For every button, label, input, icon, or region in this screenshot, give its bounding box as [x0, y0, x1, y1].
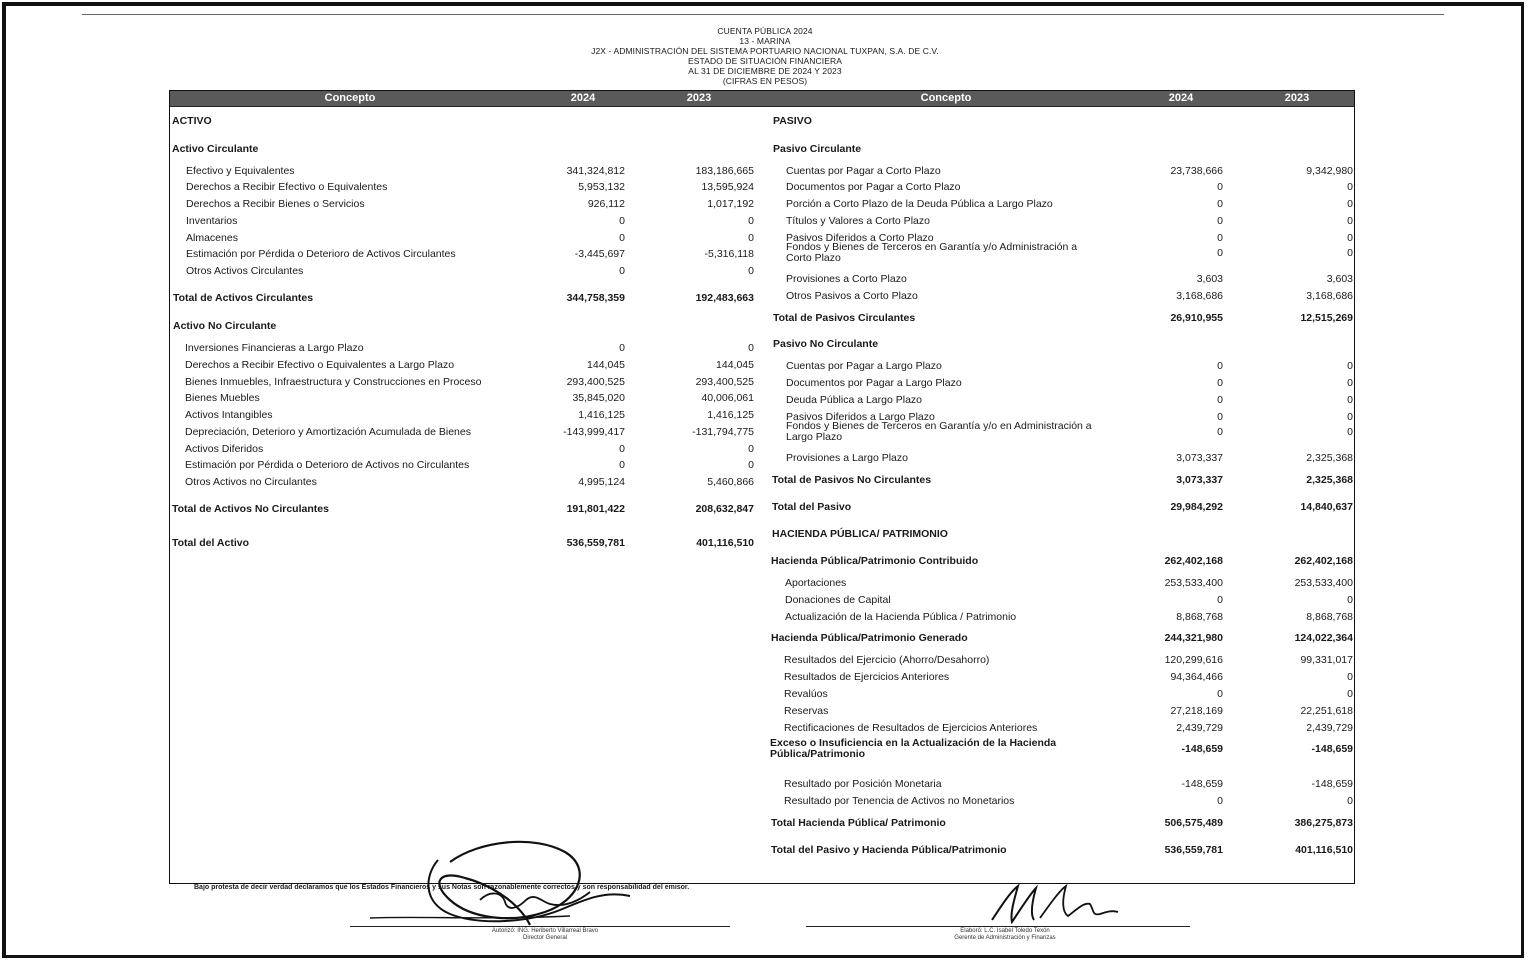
value-2024: 0	[619, 232, 625, 244]
row-label: Efectivo y Equivalentes	[186, 165, 295, 177]
value-2024: 23,738,666	[1170, 165, 1223, 177]
value-2024: 0	[1217, 232, 1223, 244]
col-header-2024-right: 2024	[1168, 92, 1194, 104]
row-label: Actualización de la Hacienda Pública / Patrimonio	[785, 611, 1017, 623]
signer-left-name: Autorizó: ING. Heriberto Villarreal Bravo	[491, 928, 599, 934]
signer-right	[880, 928, 1130, 942]
value-2024: 293,400,525	[566, 376, 625, 388]
value-2024: 0	[1217, 411, 1223, 423]
value-2024: 926,112	[587, 198, 625, 210]
value-2023: -148,659	[1311, 743, 1353, 755]
header-line-3: J2X - ADMINISTRACIÓN DEL SISTEMA PORTUARIO NACIONAL TUXPAN, S.A. DE C.V.	[591, 46, 939, 56]
header-line-5: AL 31 DE DICIEMBRE DE 2024 Y 2023	[688, 66, 842, 76]
row-label: Fondos y Bienes de Terceros en Garantía y/o Administración a Corto Plazo	[786, 241, 1078, 264]
value-2023: 0	[1347, 594, 1353, 606]
value-2023: 2,439,729	[1306, 722, 1353, 734]
value-2024: 191,801,422	[566, 503, 625, 515]
value-2024: 253,533,400	[1164, 577, 1223, 589]
row-label: Pasivo Circulante	[773, 143, 862, 155]
signature-line-right	[806, 926, 1190, 927]
value-2024: 341,324,812	[566, 165, 625, 177]
value-2023: 5,460,866	[707, 476, 754, 488]
row-label: Total del Pasivo y Hacienda Pública/Patrimonio	[771, 844, 1007, 856]
value-2023: 0	[748, 342, 754, 354]
row-label: Hacienda Pública/Patrimonio Contribuido	[771, 555, 979, 567]
value-2023: 0	[748, 215, 754, 227]
row-label: HACIENDA PÚBLICA/ PATRIMONIO	[772, 528, 948, 540]
row-label: Pasivo No Circulante	[773, 338, 879, 350]
row-label: Otros Pasivos a Corto Plazo	[786, 290, 918, 302]
row-label: Bienes Muebles	[185, 392, 260, 404]
signer-left	[420, 928, 670, 942]
value-2024: 0	[1217, 688, 1223, 700]
row-label: Bienes Inmuebles, Infraestructura y Construcciones en Proceso	[185, 376, 482, 388]
value-2023: 293,400,525	[695, 376, 754, 388]
row-label: Inventarios	[186, 215, 238, 227]
value-2024: 506,575,489	[1164, 817, 1223, 829]
signer-left-role: Director General	[522, 935, 567, 941]
value-2024: 0	[1217, 198, 1223, 210]
row-label: Resultados del Ejercicio (Ahorro/Desahorro)	[784, 654, 990, 666]
value-2023: 1,017,192	[707, 198, 754, 210]
value-2023: 0	[1347, 671, 1353, 683]
value-2023: -5,316,118	[704, 248, 754, 260]
value-2023: 12,515,269	[1300, 312, 1353, 324]
value-2023: 1,416,125	[707, 409, 754, 421]
row-label: Reservas	[784, 705, 829, 717]
row-label: Otros Activos Circulantes	[186, 265, 304, 277]
row-label: Activo No Circulante	[173, 320, 277, 332]
value-2023: 401,116,510	[696, 537, 754, 549]
header-line-1: CUENTA PÚBLICA 2024	[717, 26, 813, 36]
value-2024: 244,321,980	[1164, 632, 1223, 644]
value-2023: 3,168,686	[1306, 290, 1353, 302]
value-2023: 183,186,665	[695, 165, 754, 177]
value-2024: 27,218,169	[1170, 705, 1223, 717]
row-label: Pasivos Diferidos a Corto Plazo	[786, 232, 934, 244]
value-2023: 14,840,637	[1300, 501, 1353, 513]
row-label: Derechos a Recibir Efectivo o Equivalentes	[186, 181, 388, 193]
header-line-2: 13 - MARINA	[739, 36, 791, 46]
row-label: Estimación por Pérdida o Deterioro de Activos no Circulantes	[185, 459, 470, 471]
row-label: Total de Activos No Circulantes	[172, 503, 329, 515]
col-header-concepto-right: Concepto	[920, 92, 972, 104]
value-2023: 40,006,061	[701, 392, 754, 404]
header-line-6: (CIFRAS EN PESOS)	[722, 76, 808, 86]
row-label: Activos Intangibles	[185, 409, 273, 421]
value-2023: 144,045	[716, 359, 754, 371]
value-2024: 0	[619, 342, 625, 354]
col-header-concepto-left: Concepto	[324, 92, 376, 104]
value-2024: 0	[1217, 795, 1223, 807]
value-2023: 0	[1347, 198, 1353, 210]
value-2024: 4,995,124	[578, 476, 625, 488]
value-2023: 2,325,368	[1306, 474, 1353, 486]
value-2023: 2,325,368	[1306, 452, 1353, 464]
signature-line-left	[350, 926, 730, 927]
value-2023: 0	[1347, 411, 1353, 423]
col-header-2023-right: 2023	[1284, 92, 1310, 104]
value-2024: -3,445,697	[574, 248, 625, 260]
row-label: Aportaciones	[785, 577, 847, 589]
row-label: Provisiones a Largo Plazo	[786, 452, 908, 464]
row-label: Derechos a Recibir Bienes o Servicios	[186, 198, 365, 210]
value-2024: 536,559,781	[566, 537, 625, 549]
row-label: Depreciación, Deterioro y Amortización Acumulada de Bienes	[185, 426, 471, 438]
value-2023: 386,275,873	[1294, 817, 1353, 829]
row-label: Estimación por Pérdida o Deterioro de Activos Circulantes	[186, 248, 456, 260]
value-2023: 401,116,510	[1295, 844, 1353, 856]
row-label: Documentos por Pagar a Largo Plazo	[786, 377, 962, 389]
value-2023: 8,868,768	[1306, 611, 1353, 623]
row-label: Provisiones a Corto Plazo	[786, 273, 907, 285]
value-2023: 208,632,847	[695, 503, 754, 515]
value-2024: 0	[1217, 181, 1223, 193]
signer-right-role: Gerente de Administración y Finanzas	[954, 935, 1056, 941]
row-label: Total del Activo	[172, 537, 250, 549]
value-2024: -143,999,417	[563, 426, 625, 438]
value-2024: 0	[619, 265, 625, 277]
value-2024: 3,603	[1196, 273, 1223, 285]
col-header-2024-left: 2024	[570, 92, 596, 104]
value-2024: 94,364,466	[1170, 671, 1223, 683]
value-2024: -148,659	[1181, 778, 1223, 790]
value-2023: 0	[748, 265, 754, 277]
disclaimer-text: Bajo protesta de decir verdad declaramos que los Estados Financieros y sus Notas son razonablemente correctos y son responsabilidad del emisor.	[194, 884, 690, 891]
value-2024: 0	[1217, 426, 1223, 438]
value-2024: 0	[619, 215, 625, 227]
value-2023: 0	[1347, 360, 1353, 372]
row-label: Títulos y Valores a Corto Plazo	[786, 215, 930, 227]
row-label: Deuda Pública a Largo Plazo	[786, 394, 923, 406]
signer-right-name: Elaboró: L.C. Isabel Toledo Texón	[960, 928, 1050, 934]
row-label: Total de Pasivos No Circulantes	[772, 474, 932, 486]
value-2023: 124,022,364	[1294, 632, 1353, 644]
value-2023: 0	[1347, 215, 1353, 227]
row-label: Fondos y Bienes de Terceros en Garantía y/o en Administración a Largo Plazo	[786, 420, 1092, 443]
row-label: Exceso o Insuficiencia en la Actualización de la Hacienda Pública/Patrimonio	[770, 737, 1057, 760]
row-label: PASIVO	[773, 115, 812, 127]
row-label: Resultados de Ejercicios Anteriores	[784, 671, 950, 683]
row-label: Resultado por Tenencia de Activos no Monetarios	[784, 795, 1015, 807]
value-2024: 0	[1217, 215, 1223, 227]
value-2024: 262,402,168	[1164, 555, 1223, 567]
value-2024: 1,416,125	[578, 409, 625, 421]
value-2023: 9,342,980	[1306, 165, 1353, 177]
row-label: Total de Activos Circulantes	[173, 292, 314, 304]
col-header-2023-left: 2023	[686, 92, 712, 104]
row-label: ACTIVO	[172, 115, 212, 127]
value-2024: 26,910,955	[1170, 312, 1223, 324]
row-label: Revalúos	[784, 688, 828, 700]
value-2024: 0	[1217, 594, 1223, 606]
row-label: Pasivos Diferidos a Largo Plazo	[786, 411, 935, 423]
row-label: Activos Diferidos	[185, 443, 264, 455]
row-label: Donaciones de Capital	[785, 594, 891, 606]
value-2024: 0	[619, 443, 625, 455]
value-2024: 5,953,132	[578, 181, 625, 193]
value-2023: 253,533,400	[1294, 577, 1353, 589]
value-2024: 0	[1217, 394, 1223, 406]
row-label: Documentos por Pagar a Corto Plazo	[786, 181, 961, 193]
value-2023: 0	[1347, 795, 1353, 807]
value-2023: 0	[1347, 377, 1353, 389]
value-2023: 3,603	[1326, 273, 1353, 285]
table-header-bar	[170, 91, 1354, 107]
row-label: Total de Pasivos Circulantes	[773, 312, 916, 324]
value-2024: -148,659	[1181, 743, 1223, 755]
value-2023: 0	[748, 459, 754, 471]
value-2023: 0	[1347, 247, 1353, 259]
value-2024: 120,299,616	[1164, 654, 1223, 666]
row-label: Total del Pasivo	[772, 501, 852, 513]
value-2024: 3,073,337	[1176, 474, 1223, 486]
value-2024: 0	[1217, 360, 1223, 372]
value-2024: 8,868,768	[1176, 611, 1223, 623]
value-2023: 0	[1347, 181, 1353, 193]
value-2024: 0	[1217, 247, 1223, 259]
row-label: Rectificaciones de Resultados de Ejercicios Anteriores	[784, 722, 1038, 734]
value-2023: 0	[1347, 394, 1353, 406]
value-2023: 192,483,663	[695, 292, 754, 304]
row-label: Inversiones Financieras a Largo Plazo	[185, 342, 364, 354]
report-header	[380, 26, 1150, 86]
row-label: Cuentas por Pagar a Corto Plazo	[786, 165, 941, 177]
top-rule	[82, 14, 1444, 15]
value-2024: 344,758,359	[566, 292, 625, 304]
value-2024: 3,073,337	[1176, 452, 1223, 464]
row-label: Resultado por Posición Monetaria	[784, 778, 942, 790]
row-label: Otros Activos no Circulantes	[185, 476, 317, 488]
row-label: Hacienda Pública/Patrimonio Generado	[771, 632, 968, 644]
signature-left	[330, 830, 660, 940]
row-label: Porción a Corto Plazo de la Deuda Pública a Largo Plazo	[786, 198, 1053, 210]
row-label: Cuentas por Pagar a Largo Plazo	[786, 360, 942, 372]
value-2024: 0	[619, 459, 625, 471]
value-2023: 262,402,168	[1294, 555, 1353, 567]
row-label: Derechos a Recibir Efectivo o Equivalentes a Largo Plazo	[185, 359, 455, 371]
value-2023: 22,251,618	[1300, 705, 1353, 717]
row-label: Almacenes	[186, 232, 238, 244]
value-2023: 99,331,017	[1300, 654, 1353, 666]
row-label: Total Hacienda Pública/ Patrimonio	[771, 817, 946, 829]
value-2024: 2,439,729	[1176, 722, 1223, 734]
value-2024: 144,045	[587, 359, 625, 371]
value-2023: 13,595,924	[701, 181, 754, 193]
value-2024: 536,559,781	[1164, 844, 1223, 856]
signature-right	[980, 880, 1140, 930]
value-2023: 0	[1347, 426, 1353, 438]
value-2024: 3,168,686	[1176, 290, 1223, 302]
value-2024: 29,984,292	[1170, 501, 1223, 513]
value-2023: 0	[1347, 232, 1353, 244]
value-2023: 0	[748, 443, 754, 455]
value-2024: 35,845,020	[572, 392, 625, 404]
value-2023: 0	[1347, 688, 1353, 700]
value-2024: 0	[1217, 377, 1223, 389]
value-2023: -148,659	[1311, 778, 1353, 790]
value-2023: 0	[748, 232, 754, 244]
header-line-4: ESTADO DE SITUACIÓN FINANCIERA	[688, 56, 842, 66]
row-label: Activo Circulante	[172, 143, 259, 155]
value-2023: -131,794,775	[692, 426, 754, 438]
